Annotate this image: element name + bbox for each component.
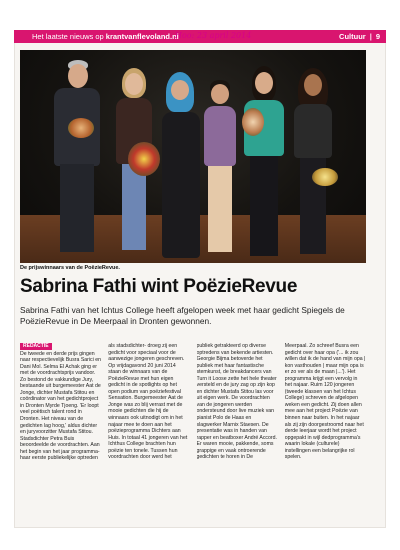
person-older-woman [200, 80, 240, 258]
section-separator: | [369, 32, 372, 41]
article-column-4 [285, 343, 366, 501]
article-lead: Sabrina Fathi van het Ichtus College heeft afgelopen week met haar gedicht Spiegels de PoëzieRevue in De Meerpaal in Dronten gewonnen. [20, 305, 345, 326]
column-text: als stadsdichter- droeg zij een gedicht voor speciaal voor de aanwezige jongeren geschreven. Op vrijdagavond 20 juni 2014 staan de winnaars van de PoëzieRevue met hun eigen gedicht in de spotlights op het open podium van poëziefestival Sensation. Burgemeester Aat de Jonge was zo blij verrast met de mooie gedichten die hij de winnaars ook uitnodigt om in het najaar mee te doen aan het poëzieprogramma Dichters aan Huis. In totaal 41 jongeren van het Ichthus College brachten hun poëzie ten tonele. Tussen hun voordrachten door werd het [108, 343, 188, 461]
photo-caption: De prijswinnaars van de PoëzieRevue. [20, 265, 120, 271]
person-girl-teal [240, 66, 288, 262]
site-tagline [14, 32, 179, 41]
page-number: 9 [375, 32, 380, 41]
article-headline: Sabrina Fathi wint PoëzieRevue [20, 276, 298, 297]
author-tag: REDACTIE [20, 343, 52, 350]
section-name: Cultuur [339, 32, 366, 41]
person-woman-headscarf [158, 72, 202, 260]
winners-photo [20, 50, 366, 263]
bouquet [242, 108, 264, 136]
bouquet [68, 118, 94, 138]
bouquet [312, 168, 338, 186]
article-column-3 [197, 343, 278, 501]
article-column-1 [20, 343, 101, 501]
section-label [339, 30, 380, 43]
tagline-site: krantvanflevoland.nl [105, 32, 179, 41]
column-text: De tweede en derde prijs gingen naar respectievelijk Busra Sarici en Dani Mol. Selma El Achak ging er met de voordrachtsprijs vandoor. Zo bestond de vakkundige Jury, bestaande uit burgemeester Aat de Jonge, dichter Mustafa Stitou en coördinator van het gedichtproject in Dronten Myrde Tjoeng. 'Er loopt veel poëtisch talent rond in Dronten. Het niveau van de gedichten lag hoog,' aldus dichter en juryvoorzitter Mustafa Stitou. Stadsdichter Petra Buis beoordeelde de voordrachten. Aan het begin van het jaar programma-haar eerste publiekelijke optreden [20, 350, 102, 462]
article-body [20, 343, 366, 501]
column-text: Meerpaal. Zo schreef Busra een gedicht over haar opa ('... ik zou willen dat ik de hand van mijn opa | kon vasthouden | maar mijn opa is er zo ver als de maan |...'). Het programma krijgt een vervolg in het najaar. Ruim 120 jongeren (tweede klassen van het Ichtus College) schreven de afgelopen weken een gedicht. Zij doen allen mee aan het project Poëzie van binnen naar buiten. In het najaar als zij zijn doorgestroomd naar het derde leerjaar wordt het project opgepakt in wijl dedprogramma's waarin lokale (culturele) instellingen een belangrijke rol spelen. [284, 343, 366, 461]
person-girl-dark [290, 68, 336, 260]
person-man-suit [48, 60, 106, 260]
article-column-2 [108, 343, 189, 501]
column-text: publiek getrakteerd op diverse optredens van bekende artiesten. Georgie Bijma betoverde het publiek met haar fantastische stemkunst, de breakdancers van Turn it Loose zette het hele theater versteld en de jury zag op zijn kop en dichter Mustafa Stitou las voor uit eigen werk. De voordrachten van de jongeren werden ondersteund door live muziek van pianist Polo de Haas en slagwerker Marnix Staesen. De presentatie was in handen van rapper en beatboxer André Accord. Er waren mooie, pakkende, soms grappige en vaak ontroerende gedichten te horen in De [196, 343, 277, 461]
tagline-prefix: Het laatste nieuws op [32, 32, 106, 41]
handwritten-date-note: Hoo: 23 april 2014 [175, 31, 252, 40]
bouquet [128, 142, 160, 176]
